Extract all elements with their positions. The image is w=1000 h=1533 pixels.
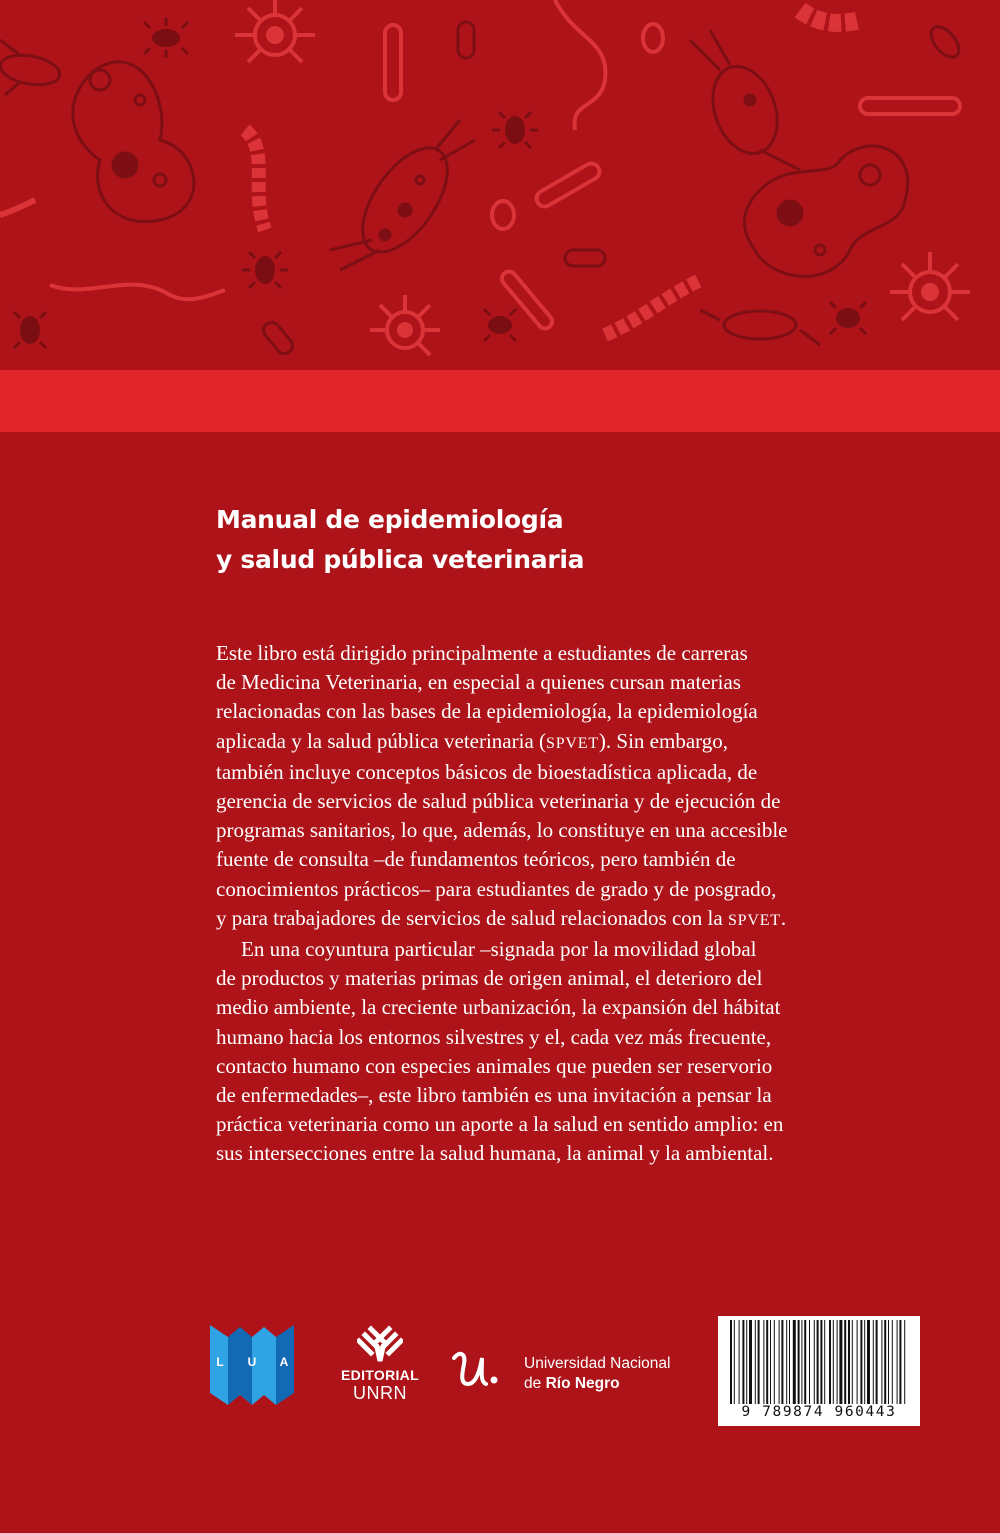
spirillum-icon [555,0,605,130]
bacillus-icon [346,134,464,267]
editorial-unrn-logo [330,1325,430,1415]
synopsis-text: ). Sin embargo, [598,728,729,753]
barcode-bar [781,1320,783,1404]
synopsis-line: gerencia de servicios de salud pública veterinaria y de ejecución de [216,789,781,814]
barcode-bar [730,1320,732,1404]
barcode-bar [758,1320,760,1404]
university-name-line-1: Universidad Nacional [524,1355,671,1372]
barcode-bars [728,1320,910,1404]
capsule-icon [926,22,964,62]
synopsis-line: de productos y materias primas de origen animal, el deterioro del [216,966,763,991]
synopsis-line: de enfermedades–, este libro también es una invitación a pensar la [216,1083,772,1108]
barcode-bar [809,1320,810,1404]
acronym-spvet: SPVET [727,911,781,929]
bacillus-icon [0,51,62,89]
barcode-bar [837,1320,838,1404]
bacillus-icon [701,57,788,162]
germ-icon [484,309,516,341]
university-name-prefix: de [524,1375,546,1392]
university-name-bold: Río Negro [545,1375,620,1392]
synopsis-text: y para trabajadores de servicios de salud relacionados con la [216,905,728,930]
university-u-icon [450,1348,500,1394]
barcode-bar [742,1320,744,1404]
isbn-number: 9 789874 960443 [741,1404,897,1420]
barcode-bar [734,1320,735,1404]
barcode-bar [867,1320,870,1404]
book-synopsis [216,639,856,1169]
barcode-bar [829,1320,831,1404]
barcode-bar [873,1320,874,1404]
barcode-bar [904,1320,905,1404]
barcode-bar [817,1320,819,1404]
lua-letter: L [216,1355,224,1369]
barcode-bar [755,1320,756,1404]
synopsis-line: también incluye conceptos básicos de bioestadística aplicada, de [216,759,758,784]
universidad-rio-negro-logo [450,1348,710,1398]
synopsis-text: . [780,905,787,930]
acronym-spvet: SPVET [546,734,599,752]
synopsis-line: medio ambiente, la creciente urbanización, la expansión del hábitat [216,995,781,1020]
editorial-label: EDITORIAL [341,1367,419,1383]
synopsis-line [216,727,856,758]
barcode-bar [881,1320,882,1404]
cell-icon [492,201,514,229]
lua-logo [210,1323,294,1407]
unrn-label: UNRN [353,1383,407,1403]
barcode-bar [763,1320,764,1404]
barcode-bar [739,1320,740,1404]
barcode-bar [884,1320,886,1404]
virus-icon [235,0,315,62]
capsule-icon [458,22,474,58]
synopsis-line: de Medicina Veterinaria, en especial a quienes cursan materias [216,670,741,695]
lua-letter: A [279,1355,289,1369]
barcode-bar [839,1320,842,1404]
germ-icon [242,252,288,288]
amoeba-icon [744,146,907,276]
barcode-bar [888,1320,889,1404]
barcode-bar [860,1320,862,1404]
bacillus-icon [724,311,796,339]
streptococcus-icon [800,10,860,23]
barcode-bar [814,1320,815,1404]
bacterium-icon [385,25,401,100]
barcode-bar [844,1320,846,1404]
bacterium-icon [860,98,960,114]
synopsis-line: fuente de consulta –de fundamentos teóricos, pero también de [216,847,736,872]
synopsis-text: aplicada y la salud pública veterinaria ( [216,728,547,753]
germ-icon [830,302,866,334]
barcode-bar [899,1320,901,1404]
barcode-bar [820,1320,822,1404]
barcode-bar [833,1320,834,1404]
lua-letter: U [247,1355,257,1369]
synopsis-line [216,904,856,935]
barcode-bar [770,1320,771,1404]
barcode-bar [852,1320,853,1404]
barcode-bar [848,1320,850,1404]
synopsis-line: práctica veterinaria como un aporte a la salud en sentido amplio: en [216,1112,784,1137]
cell-icon [643,24,663,52]
synopsis-line: programas sanitarios, lo que, además, lo constituye en una accesible [216,818,788,843]
capsule-icon [565,250,605,266]
synopsis-line: Este libro está dirigido principalmente a estudiantes de carreras [216,641,748,665]
barcode-bar [789,1320,790,1404]
barcode-bar [876,1320,878,1404]
barcode-bar [766,1320,768,1404]
bacterium-icon [0,200,35,215]
barcode-bar [798,1320,800,1404]
barcode-bar [746,1320,747,1404]
barcode-bar [892,1320,893,1404]
synopsis-line: sus intersecciones entre la salud humana, la animal y la ambiental. [216,1141,774,1166]
synopsis-paragraph-1 [216,639,856,935]
germ-icon [14,312,46,348]
barcode-bar [749,1320,752,1404]
barcode-bar [793,1320,796,1404]
barcode-bar [897,1320,898,1404]
synopsis-line: contacto humano con especies animales que pueden ser reservorio [216,1053,773,1078]
barcode-bar [824,1320,825,1404]
book-title-line-2: y salud pública veterinaria [216,545,585,574]
barcode-bar [779,1320,780,1404]
barcode-bar [857,1320,858,1404]
university-name-line-2 [524,1374,670,1394]
synopsis-line: conocimientos prácticos– para estudiantes de grado y de posgrado, [216,876,777,901]
synopsis-line: En una coyuntura particular –signada por la movilidad global [241,937,757,962]
barcode-bar [804,1320,806,1404]
isbn-barcode [718,1316,920,1426]
germ-icon [492,112,538,148]
barcode-bar [864,1320,865,1404]
book-title [216,500,836,580]
capsule-icon [260,319,295,357]
streptococcus-icon [605,280,700,335]
microbe-pattern-illustration [0,0,1000,370]
accent-band [0,370,1000,432]
synopsis-line: humano hacia los entornos silvestres y el, cada vez más frecuente, [216,1024,772,1049]
barcode-bar [774,1320,775,1404]
bacterium-icon [534,161,603,210]
spirillum-icon [50,285,225,300]
virus-icon [370,295,440,355]
book-title-line-1: Manual de epidemiología [216,505,564,534]
synopsis-line: relacionadas con las bases de la epidemiología, la epidemiología [216,699,758,724]
editorial-hash-icon [357,1325,403,1365]
synopsis-paragraph-2 [216,935,856,1169]
germ-icon [144,18,188,58]
barcode-bar [801,1320,802,1404]
streptococcus-icon [245,130,265,230]
virus-icon [890,252,970,320]
barcode-bar [786,1320,787,1404]
